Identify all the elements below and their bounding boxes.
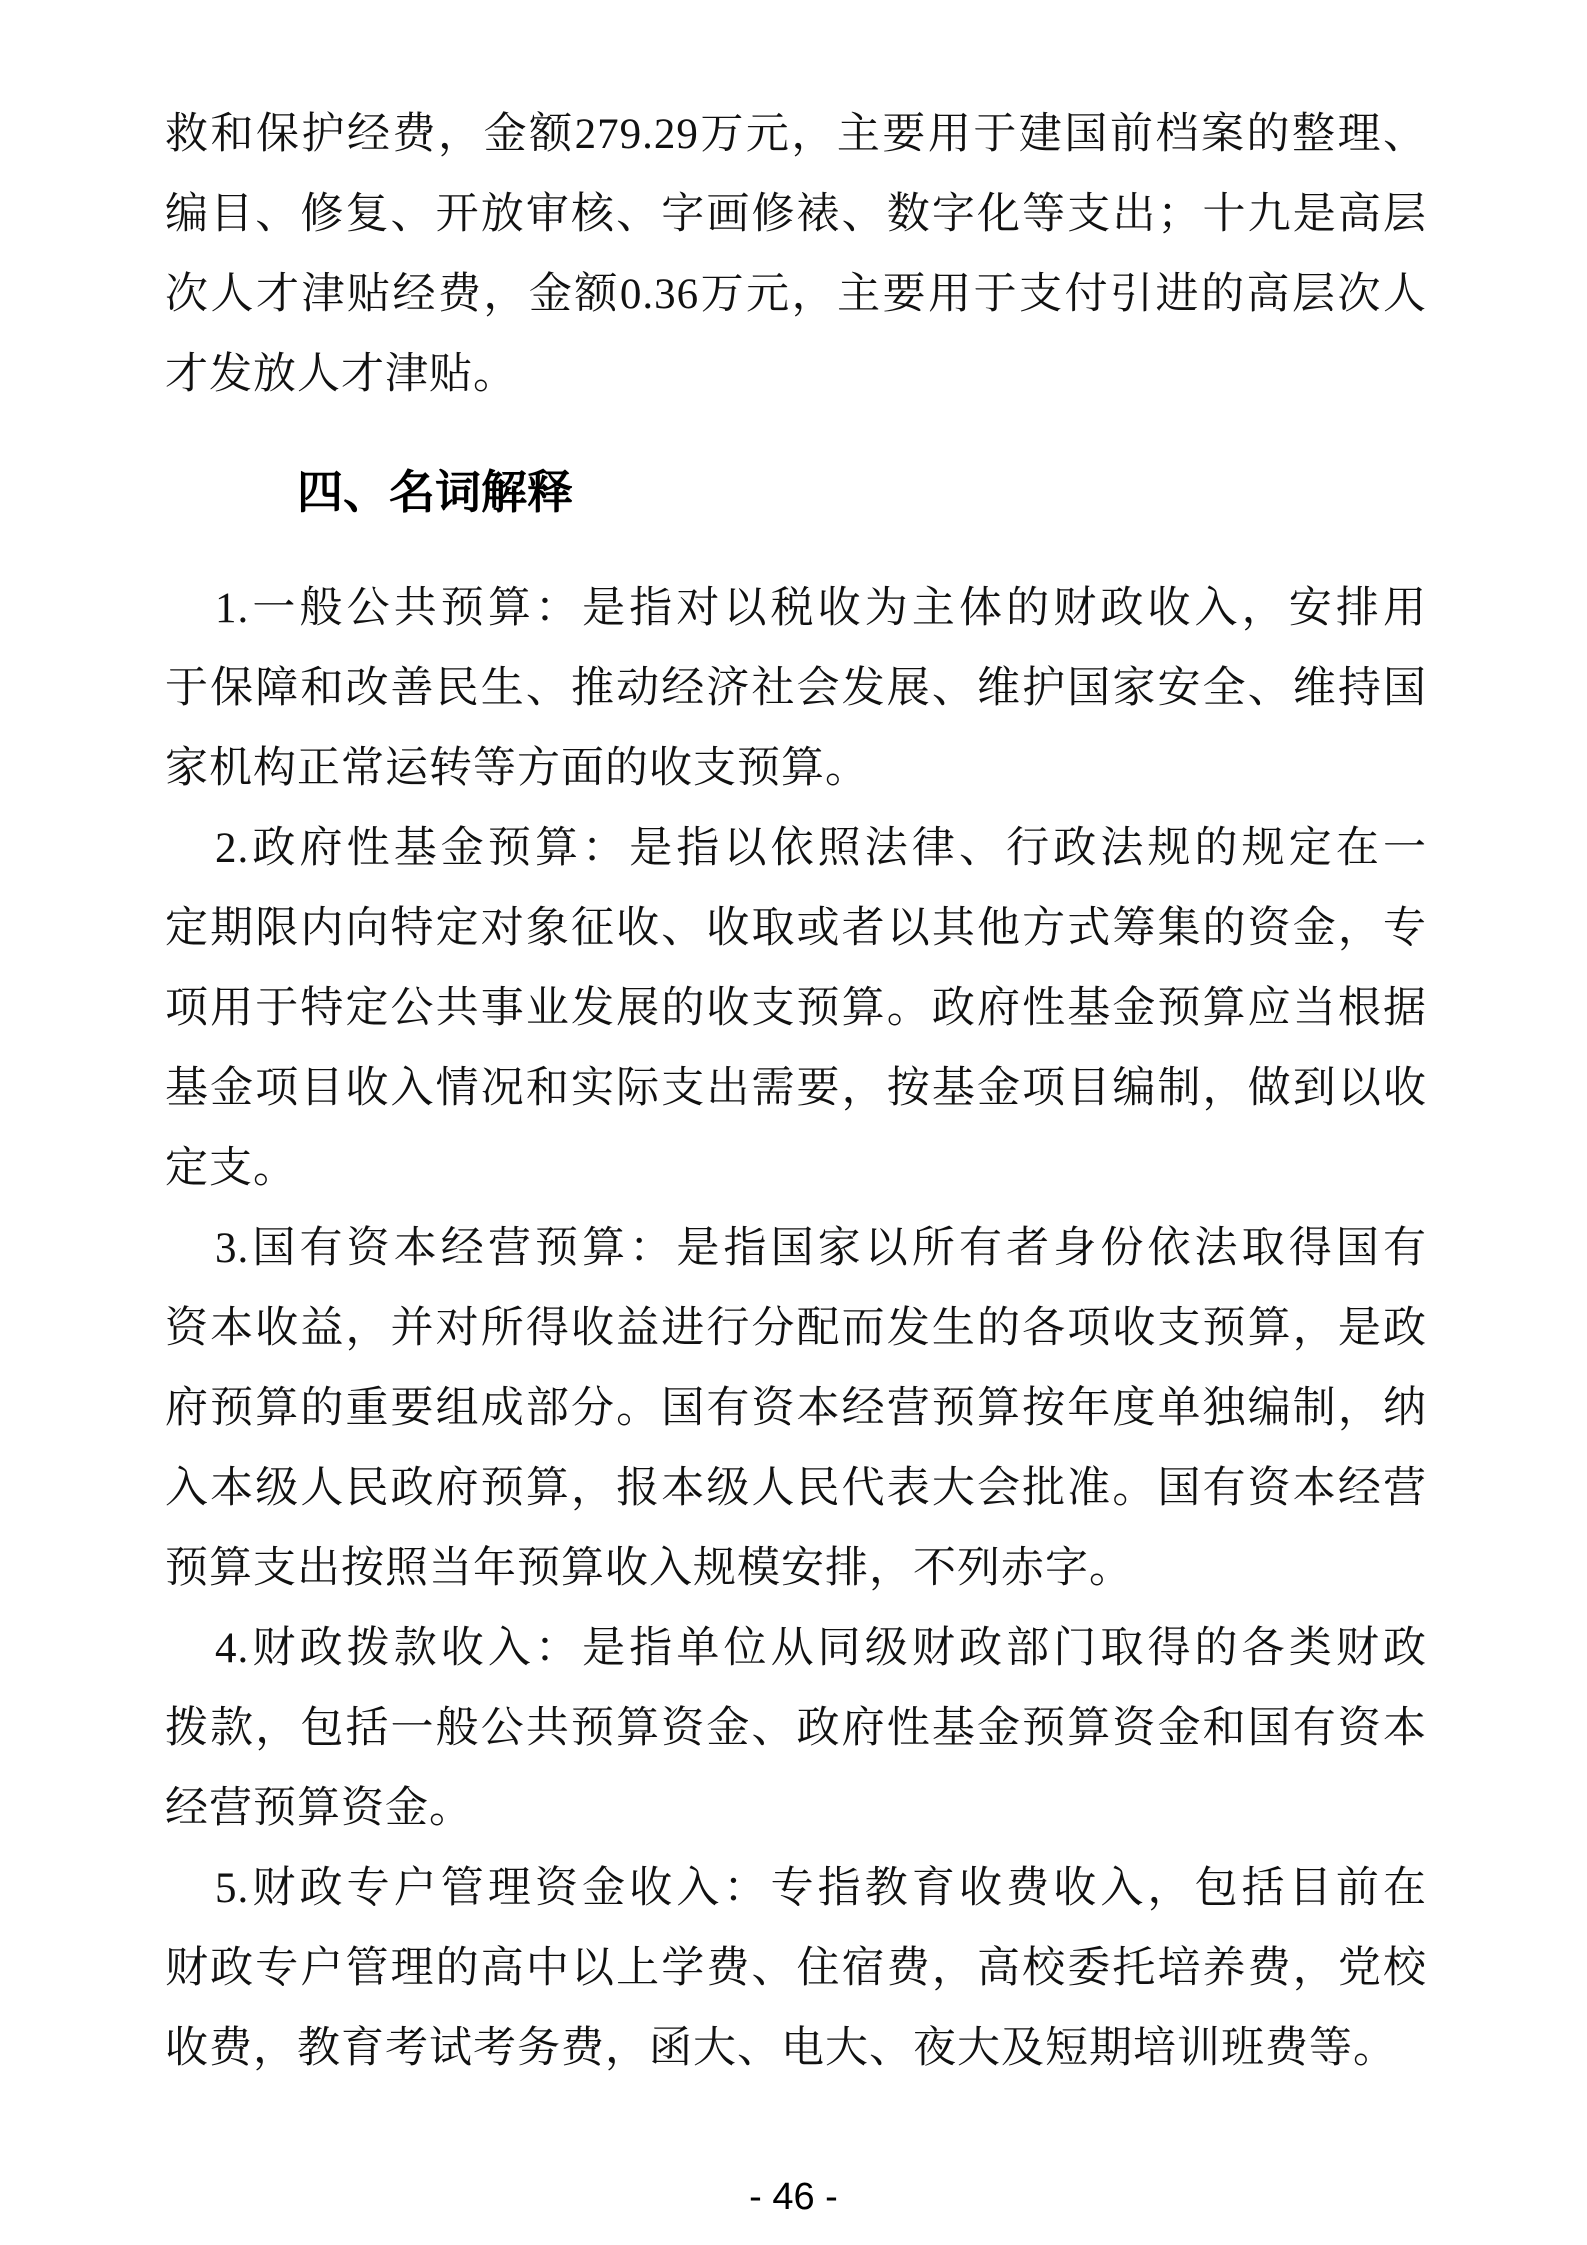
text-line: 编目、修复、开放审核、字画修裱、数字化等支出；十九是高层 [165,191,1427,238]
text-line: 家机构正常运转等方面的收支预算。 [165,745,869,792]
text-line: 3.国有资本经营预算：是指国家以所有者身份依法取得国有 [215,1225,1427,1272]
text-line: 次人才津贴经费，金额0.36万元，主要用于支付引进的高层次人 [165,271,1427,318]
text-line: 救和保护经费，金额279.29万元，主要用于建国前档案的整理、 [165,111,1427,158]
text-line: 项用于特定公共事业发展的收支预算。政府性基金预算应当根据 [165,985,1427,1032]
text-line: 收费，教育考试考务费，函大、电大、夜大及短期培训班费等。 [165,2025,1397,2072]
paragraph [165,95,1427,415]
paragraph [165,1209,1427,1609]
text-line: 府预算的重要组成部分。国有资本经营预算按年度单独编制，纳 [165,1385,1427,1432]
text-line: 资本收益，并对所得收益进行分配而发生的各项收支预算，是政 [165,1305,1427,1352]
text-line: 预算支出按照当年预算收入规模安排，不列赤字。 [165,1545,1133,1592]
paragraph [165,1849,1427,2089]
text-line: 4.财政拨款收入：是指单位从同级财政部门取得的各类财政 [215,1625,1427,1672]
text-line: 拨款，包括一般公共预算资金、政府性基金预算资金和国有资本 [165,1705,1427,1752]
text-line: 基金项目收入情况和实际支出需要，按基金项目编制，做到以收 [165,1065,1427,1112]
text-line: 于保障和改善民生、推动经济社会发展、维护国家安全、维持国 [165,665,1427,712]
text-line: 5.财政专户管理资金收入：专指教育收费收入，包括目前在 [215,1865,1427,1912]
text-line: 财政专户管理的高中以上学费、住宿费，高校委托培养费，党校 [165,1945,1427,1992]
page-number: - 46 - [749,2176,838,2218]
text-line: 定支。 [165,1145,297,1192]
section-heading: 四、名词解释 [297,466,573,518]
text-line: 经营预算资金。 [165,1785,473,1832]
text-line: 才发放人才津贴。 [165,351,517,398]
text-line: 定期限内向特定对象征收、收取或者以其他方式筹集的资金，专 [165,905,1427,952]
text-line: 2.政府性基金预算：是指以依照法律、行政法规的规定在一 [215,825,1427,872]
text-line: 入本级人民政府预算，报本级人民代表大会批准。国有资本经营 [165,1465,1427,1512]
text-line: 1.一般公共预算：是指对以税收为主体的财政收入，安排用 [215,585,1427,632]
paragraph [165,569,1427,809]
paragraph [165,809,1427,1209]
paragraph [165,1609,1427,1849]
